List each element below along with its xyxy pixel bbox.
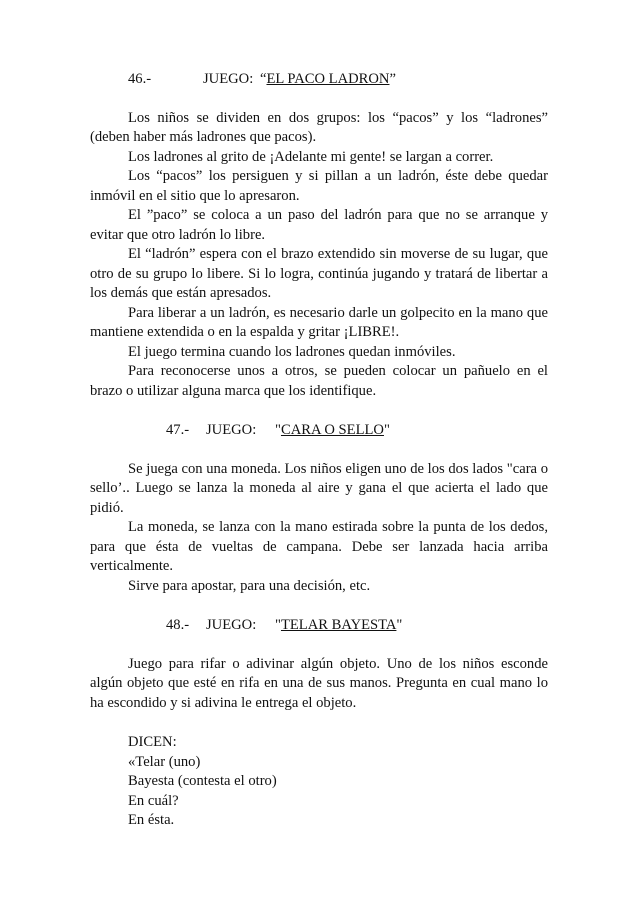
game-46-number: 46.- bbox=[128, 71, 152, 87]
game-47-paragraph: Se juega con una moneda. Los niños eligen uno de los dos lados "cara o sello’.. Luego se lanza la moneda al aire y gana el que acierta el lado que pidió. bbox=[90, 460, 548, 516]
game-48-quote-close: " bbox=[396, 617, 403, 633]
document-page bbox=[90, 70, 548, 831]
dialogue-line: DICEN: bbox=[128, 734, 177, 750]
game-47-title-text: CARA O SELLO bbox=[280, 422, 384, 438]
game-46-title-text: EL PACO LADRON bbox=[266, 71, 390, 87]
game-46-paragraph: El ”paco” se coloca a un paso del ladrón para que no se arranque y evitar que otro ladrón lo libre. bbox=[90, 207, 548, 243]
game-47-heading bbox=[90, 421, 548, 441]
game-48-keyword: JUEGO: bbox=[206, 617, 257, 633]
game-46-paragraph: Los ladrones al grito de ¡Adelante mi gente! se largan a correr. bbox=[128, 148, 494, 165]
game-47-quote-close: " bbox=[383, 422, 390, 438]
dialogue-line: «Telar (uno) bbox=[128, 753, 201, 770]
game-46-paragraph: Los niños se dividen en dos grupos: los “pacos” y los “ladrones” (deben haber más ladrones que pacos). bbox=[90, 109, 548, 145]
game-47-paragraph: La moneda, se lanza con la mano estirada sobre la punta de los dedos, para que ésta de vueltas de campana. Debe ser lanzada hacia arriba verticalmente. bbox=[90, 519, 548, 574]
game-46-title bbox=[260, 70, 396, 90]
game-46-paragraph: Los “pacos” los persiguen y si pillan a un ladrón, éste debe quedar inmóvil en el sitio que lo apresaron. bbox=[90, 168, 548, 204]
game-46-quote-close: ” bbox=[389, 71, 396, 87]
game-47-number: 47.- bbox=[166, 422, 190, 438]
game-46-quote-open: “ bbox=[260, 71, 267, 87]
game-47-quote-open: " bbox=[275, 422, 281, 438]
game-48-heading bbox=[90, 616, 548, 636]
game-46-heading bbox=[90, 70, 548, 90]
spacer bbox=[90, 401, 548, 421]
game-46-paragraph: El “ladrón” espera con el brazo extendido sin moverse de su lugar, que otro de su grupo lo libere. Si lo logra, continúa jugando y tratará de libertar a los demás que están apresados. bbox=[90, 246, 548, 301]
game-46-paragraph: Para reconocerse unos a otros, se pueden colocar un pañuelo en el brazo o utilizar alguna marca que los identifique. bbox=[90, 363, 548, 399]
dialogue-line: Bayesta (contesta el otro) bbox=[128, 773, 277, 789]
spacer bbox=[90, 636, 548, 655]
dialogue-line: En ésta. bbox=[128, 812, 175, 828]
game-48-paragraph: Juego para rifar o adivinar algún objeto. Uno de los niños esconde algún objeto que esté en rifa en una de sus manos. Pregunta en cual mano lo ha escondido y si adivina le entrega el objeto. bbox=[90, 655, 548, 711]
spacer bbox=[90, 713, 548, 733]
game-46-keyword: JUEGO: bbox=[203, 71, 254, 87]
spacer bbox=[90, 441, 548, 460]
game-48-number: 48.- bbox=[166, 617, 190, 633]
spacer bbox=[90, 90, 548, 109]
game-46-paragraph: El juego termina cuando los ladrones quedan inmóviles. bbox=[128, 343, 456, 360]
game-48-title-text: TELAR BAYESTA bbox=[280, 617, 397, 633]
dialogue-line: En cuál? bbox=[128, 792, 179, 809]
game-48-title bbox=[275, 616, 402, 636]
game-47-paragraph: Sirve para apostar, para una decisión, etc. bbox=[128, 577, 371, 594]
game-47-title bbox=[275, 421, 390, 441]
spacer bbox=[90, 596, 548, 616]
game-48-quote-open: " bbox=[275, 617, 281, 633]
dicen-dialogue bbox=[90, 733, 548, 831]
game-47-keyword: JUEGO: bbox=[206, 422, 257, 438]
game-46-paragraph: Para liberar a un ladrón, es necesario darle un golpecito en la mano que mantiene extendida o en la espalda y gritar ¡LIBRE!. bbox=[90, 304, 548, 340]
